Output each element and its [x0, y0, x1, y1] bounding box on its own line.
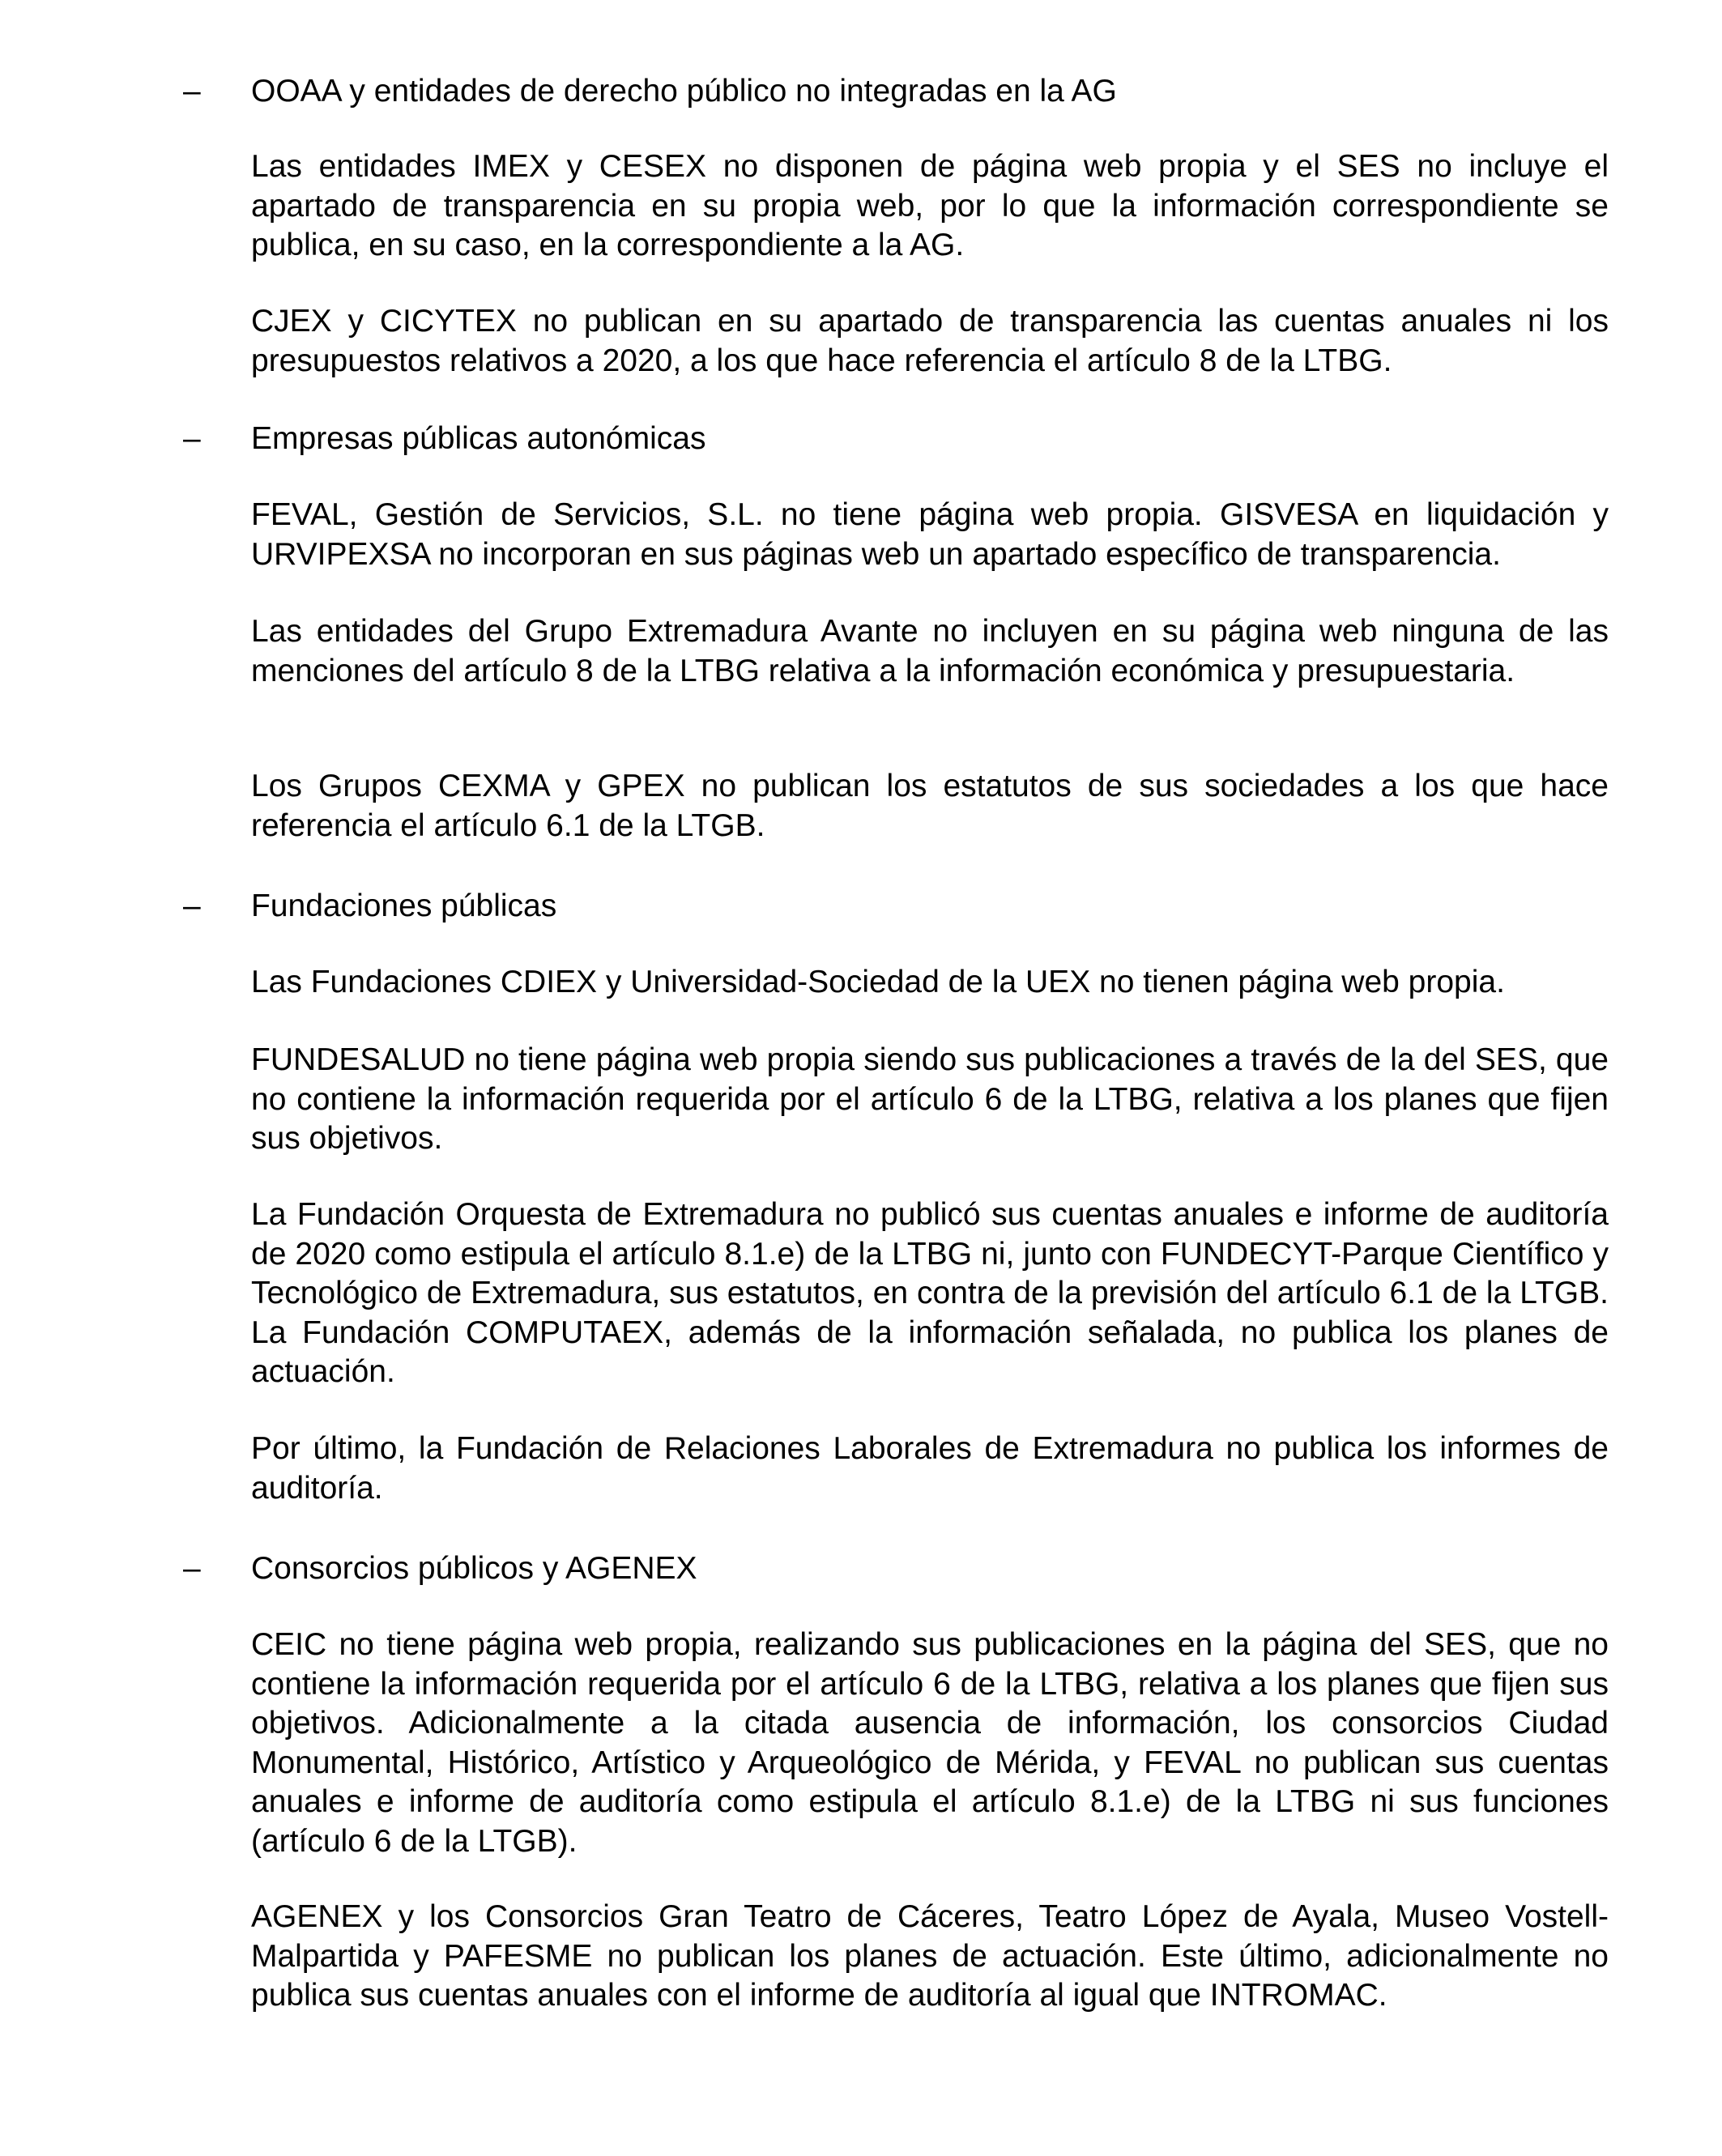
- section-heading: OOAA y entidades de derecho público no integradas en la AG: [251, 74, 1117, 109]
- bullet-dash: –: [183, 888, 201, 923]
- paragraph: CJEX y CICYTEX no publican en su apartado de transparencia las cuentas anuales ni los presupuestos relativos a 2020, a los que hace referencia el artículo 8 de la LTBG.: [251, 304, 1609, 378]
- paragraph: Las entidades IMEX y CESEX no disponen de página web propia y el SES no incluye el apartado de transparencia en su propia web, por lo que la información correspondiente se publica, en su caso, en la correspondiente a la AG.: [251, 149, 1609, 262]
- section-heading: Consorcios públicos y AGENEX: [251, 1551, 697, 1586]
- paragraph: Los Grupos CEXMA y GPEX no publican los estatutos de sus sociedades a los que hace referencia el artículo 6.1 de la LTGB.: [251, 769, 1609, 843]
- bullet-dash: –: [183, 1551, 201, 1586]
- bullet-dash: –: [183, 421, 201, 456]
- paragraph: Las entidades del Grupo Extremadura Avante no incluyen en su página web ninguna de las menciones del artículo 8 de la LTBG relativa a la información económica y presupuestaria.: [251, 614, 1609, 688]
- paragraph: FUNDESALUD no tiene página web propia siendo sus publicaciones a través de la del SES, que no contiene la información requerida por el artículo 6 de la LTBG, relativa a los planes que fijen sus objetivos.: [251, 1042, 1609, 1156]
- bullet-dash: –: [183, 74, 201, 109]
- section-heading: Fundaciones públicas: [251, 888, 557, 923]
- section-heading: Empresas públicas autonómicas: [251, 421, 706, 456]
- paragraph: CEIC no tiene página web propia, realizando sus publicaciones en la página del SES, que no contiene la información requerida por el artículo 6 de la LTBG, relativa a los planes que fijen sus objetivos. Adicionalmente a la citada ausencia de información, los consorcios Ciudad Monumental, Histórico, Artístico y Arqueológico de Mérida, y FEVAL no publican sus cuentas anuales e informe de auditoría como estipula el artículo 8.1.e) de la LTBG ni sus funciones (artículo 6 de la LTGB).: [251, 1627, 1609, 1859]
- paragraph: FEVAL, Gestión de Servicios, S.L. no tiene página web propia. GISVESA en liquidación y URVIPEXSA no incorporan en sus páginas web un apartado específico de transparencia.: [251, 497, 1609, 572]
- paragraph: Las Fundaciones CDIEX y Universidad-Sociedad de la UEX no tienen página web propia.: [251, 965, 1505, 999]
- paragraph: Por último, la Fundación de Relaciones Laborales de Extremadura no publica los informes de auditoría.: [251, 1431, 1609, 1506]
- paragraph: AGENEX y los Consorcios Gran Teatro de Cáceres, Teatro López de Ayala, Museo Vostell-Malpartida y PAFESME no publican los planes de actuación. Este último, adicionalmente no publica sus cuentas anuales con el informe de auditoría al igual que INTROMAC.: [251, 1899, 1609, 2013]
- paragraph: La Fundación Orquesta de Extremadura no publicó sus cuentas anuales e informe de auditoría de 2020 como estipula el artículo 8.1.e) de la LTBG ni, junto con FUNDECYT-Parque Científico y Tecnológico de Extremadura, sus estatutos, en contra de la previsión del artículo 6.1 de la LTGB. La Fundación COMPUTAEX, además de la información señalada, no publica los planes de actuación.: [251, 1197, 1609, 1389]
